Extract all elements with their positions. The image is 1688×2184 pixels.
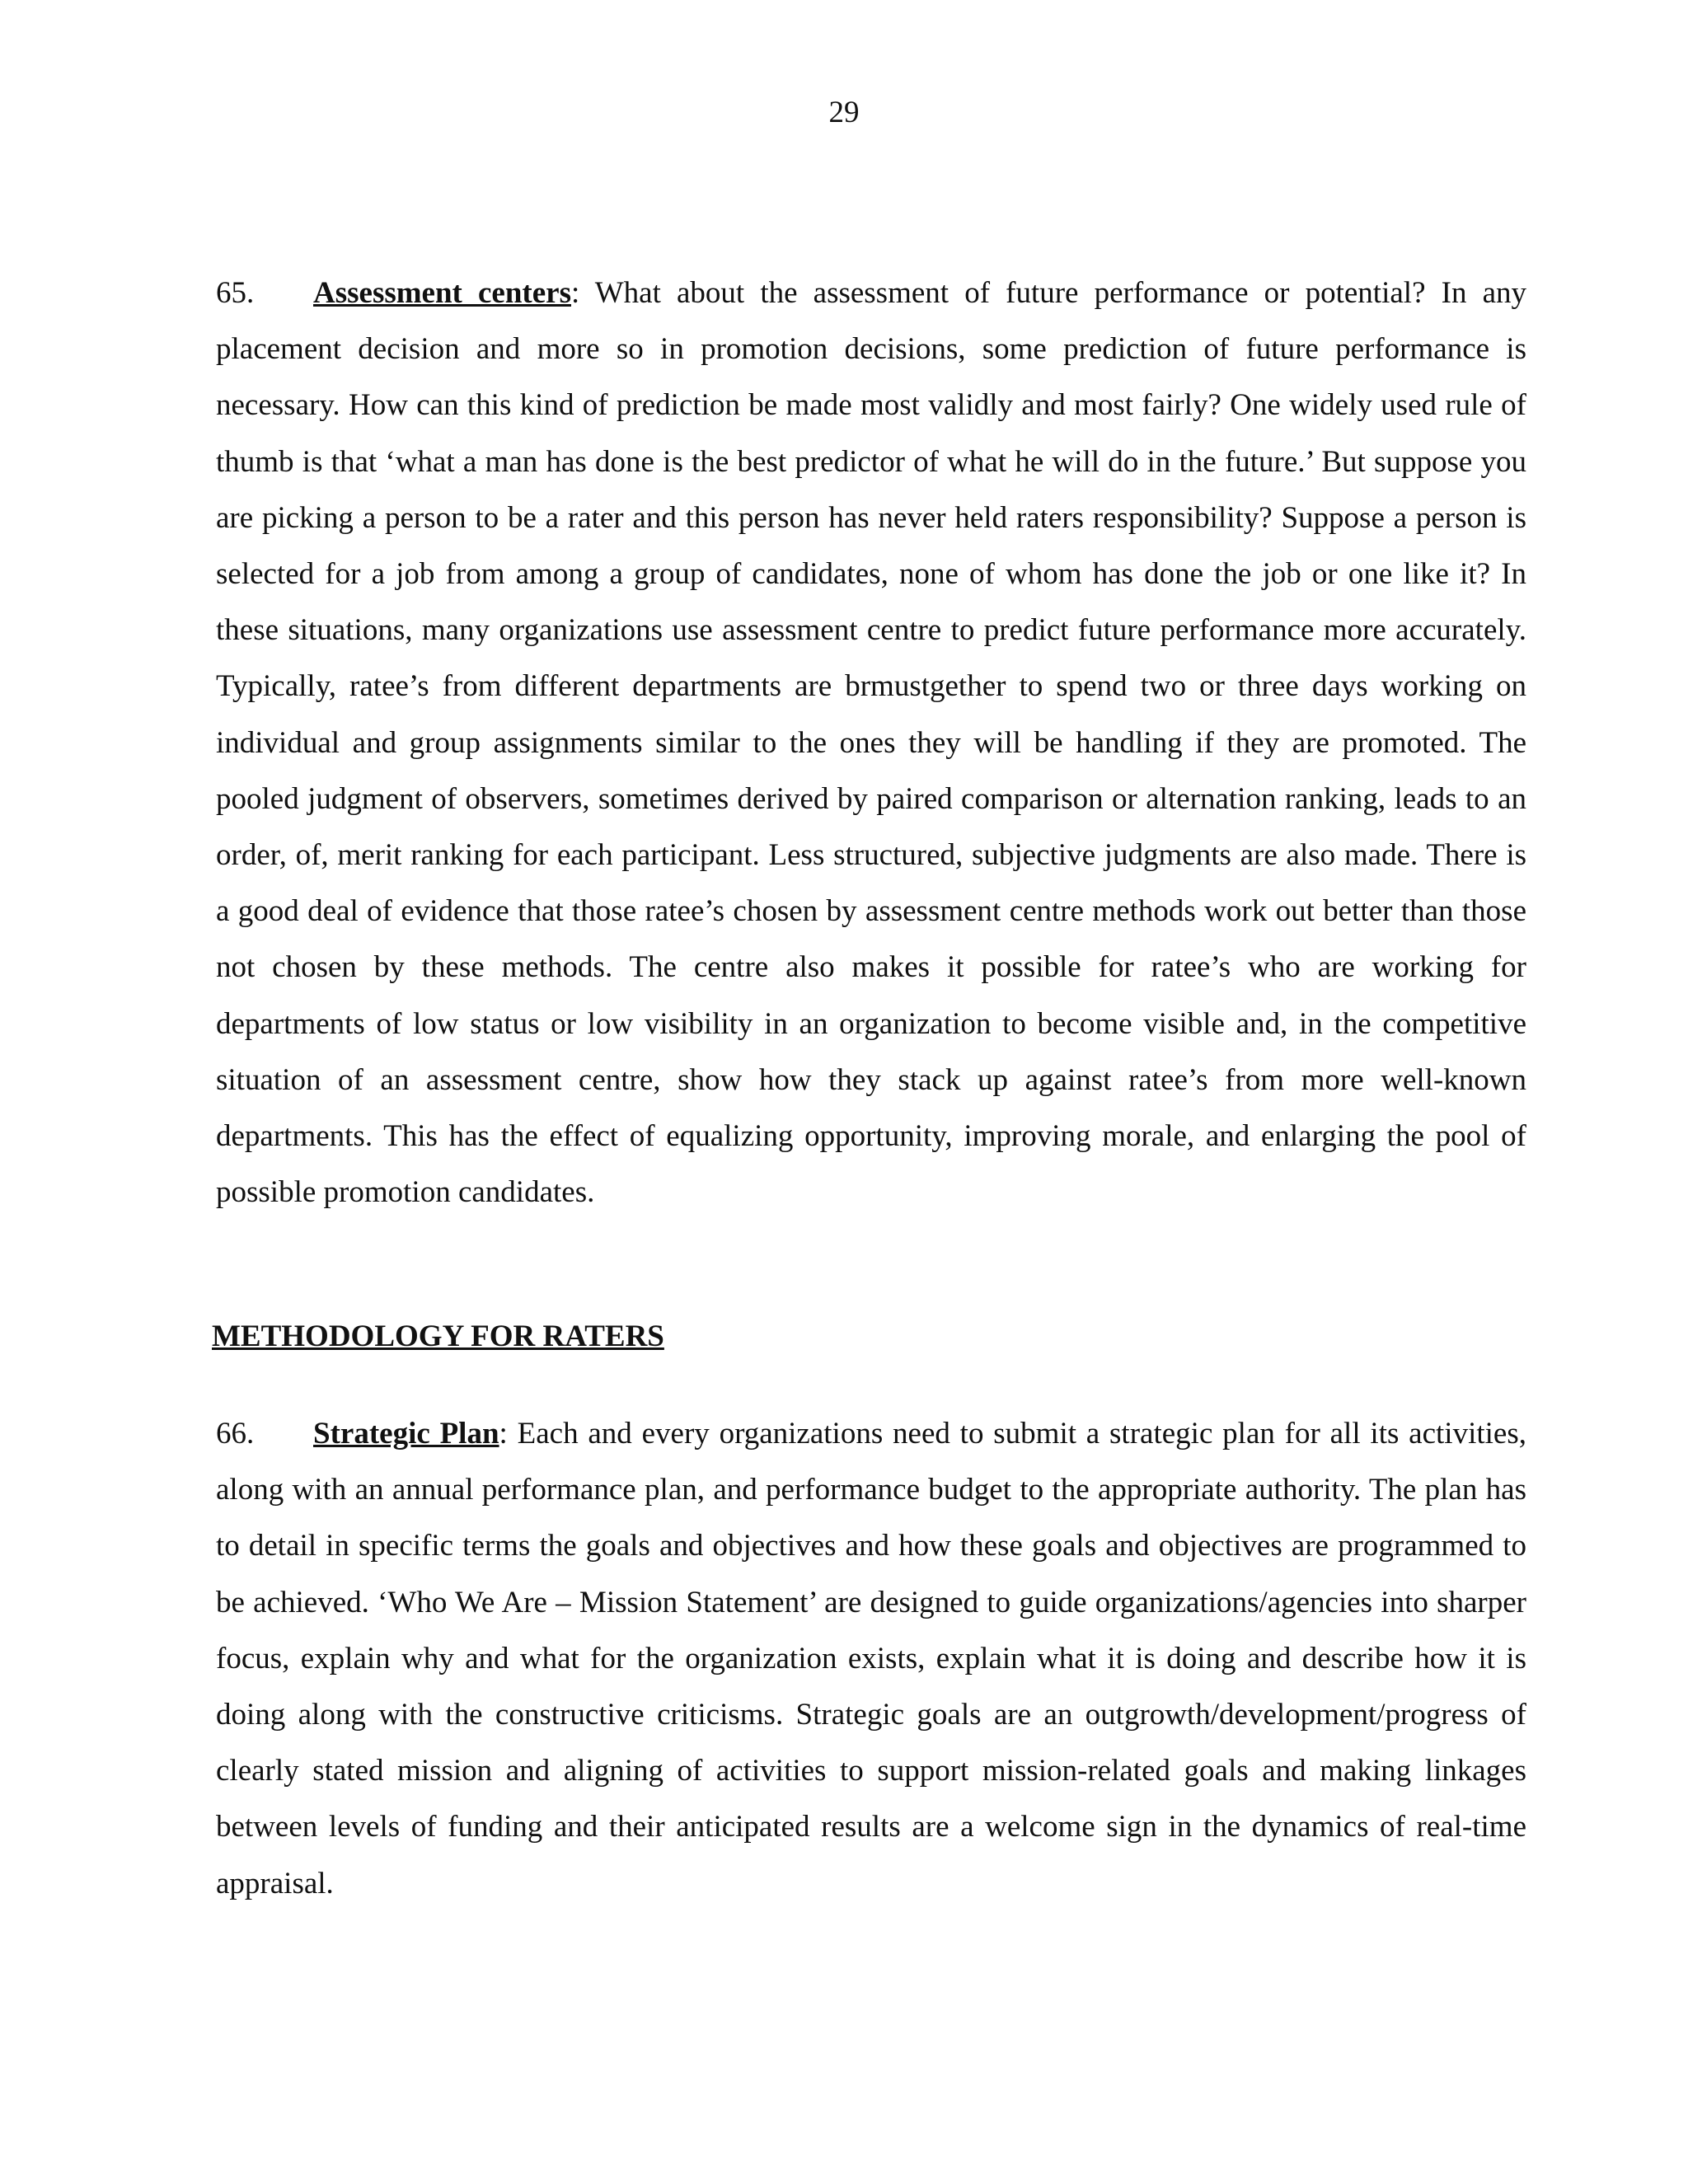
heading-separator: : (571, 276, 580, 310)
paragraph-heading: Strategic Plan (313, 1417, 499, 1451)
paragraph-number: 65. (216, 276, 255, 310)
paragraph-body: Each and every organizations need to submit a strategic plan for all its activities, along with an annual performance plan, and performance budget to the appropriate authority. The plan has to detail in specific terms the goals and objectives and how these goals and objectives are programmed to be achieved. ‘Who We Are – Mission Statement’ are designed to guide organizations/agencies into sharper focus, explain why and what for the organization exists, explain what it is doing and describe how it is doing along with the constructive criticisms. Strategic goals are an outgrowth/development/progress of clearly stated mission and aligning of activities to support mission-related goals and making linkages between levels of funding and their anticipated results are a welcome sign in the dynamics of real-time appraisal. (216, 1417, 1526, 1900)
paragraph-65 (216, 265, 1526, 1221)
section-heading: METHODOLOGY FOR RATERS (212, 1319, 664, 1353)
paragraph-body: What about the assessment of future performance or potential? In any placement decision and more so in promotion decisions, some prediction of future performance is necessary. How can this kind of prediction be made most validly and most fairly? One widely used rule of thumb is that ‘what a man has done is the best predictor of what he will do in the future.’ But suppose you are picking a person to be a rater and this person has never held raters responsibility? Suppose a person is selected for a job from among a group of candidates, none of whom has done the job or one like it? In these situations, many organizations use assessment centre to predict future performance more accurately. Typically, ratee’s from different departments are brmustgether to spend two or three days working on individual and group assignments similar to the ones they will be handling if they are promoted. The pooled judgment of observers, sometimes derived by paired comparison or alternation ranking, leads to an order, of, merit ranking for each participant. Less structured, subjective judgments are also made. There is a good deal of evidence that those ratee’s chosen by assessment centre methods work out better than those not chosen by these methods. The centre also makes it possible for ratee’s who are working for departments of low status or low visibility in an organization to become visible and, in the competitive situation of an assessment centre, show how they stack up against ratee’s from more well-known departments. This has the effect of equalizing opportunity, improving morale, and enlarging the pool of possible promotion candidates. (216, 276, 1526, 1210)
paragraph-66 (216, 1406, 1526, 1912)
heading-separator: : (499, 1417, 508, 1451)
page-number: 29 (828, 96, 860, 129)
paragraph-heading: Assessment centers (313, 276, 571, 310)
paragraph-number: 66. (216, 1417, 255, 1451)
